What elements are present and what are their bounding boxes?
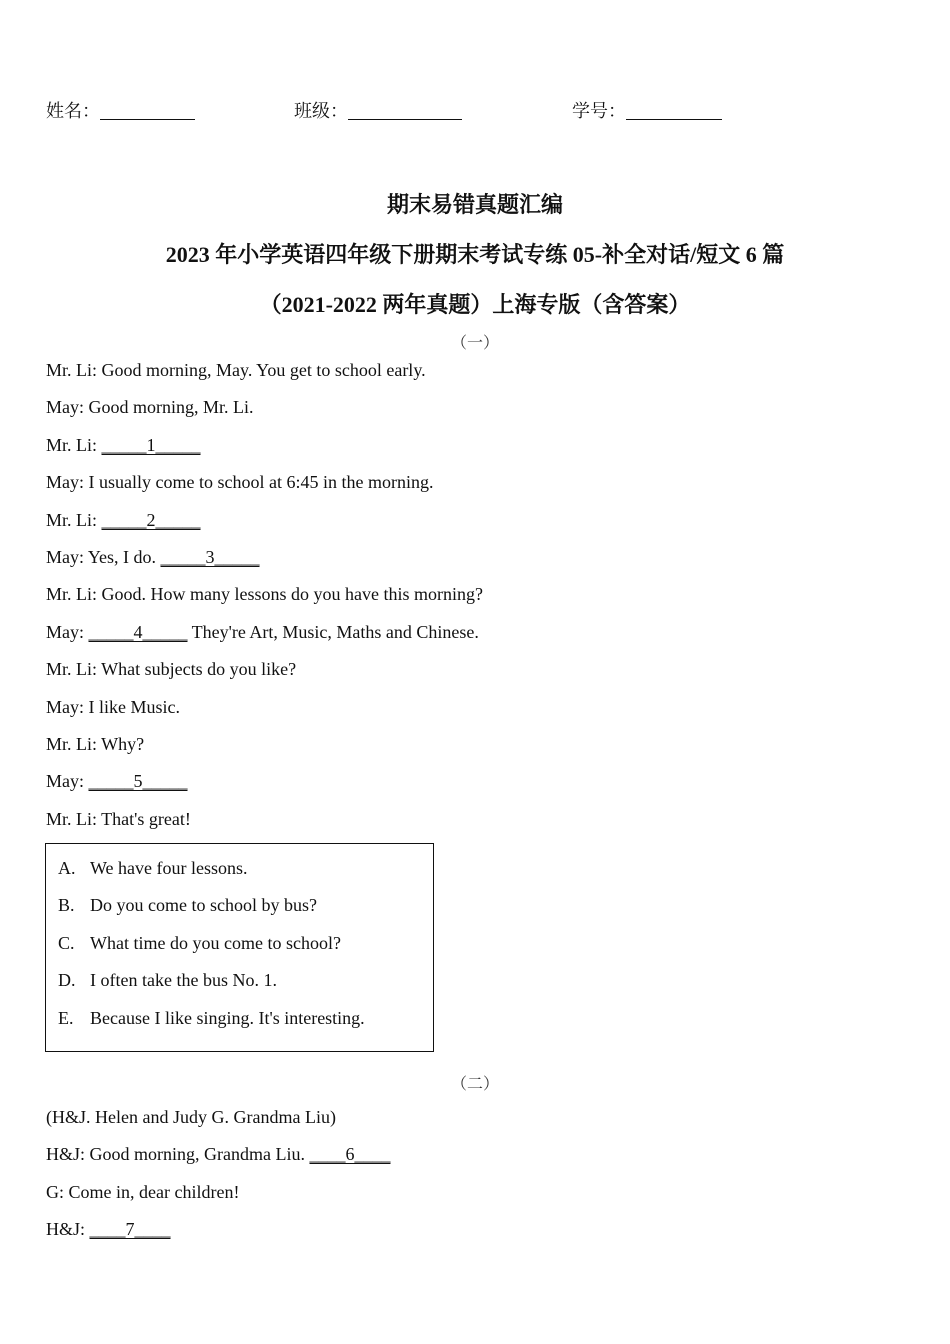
- dialogue-line: [46, 584, 483, 605]
- dialogue-line: [46, 1182, 239, 1203]
- line-text: G: Come in, dear children!: [46, 1181, 240, 1202]
- speaker-text: H&J:: [46, 1218, 90, 1239]
- line-text: (H&J. Helen and Judy G. Grandma Liu): [46, 1107, 336, 1127]
- speaker-text: Mr. Li:: [46, 509, 102, 530]
- dialogue-line: [46, 771, 188, 792]
- dialogue-line: [46, 622, 479, 643]
- dialogue-line: [46, 809, 191, 830]
- line-text: May: I like Music.: [46, 696, 180, 717]
- answer-blank[interactable]: _____2_____: [101, 509, 201, 530]
- speaker-text: May:: [46, 621, 89, 642]
- answer-blank[interactable]: _____1_____: [101, 434, 201, 455]
- option-item: [58, 858, 248, 879]
- id-label: 学号：: [572, 101, 626, 121]
- line-text: Mr. Li: That's great!: [46, 808, 191, 829]
- line-text: Mr. Li: Why?: [46, 734, 145, 754]
- option-item: [58, 933, 341, 954]
- line-text: May: Good morning, Mr. Li.: [46, 397, 254, 418]
- option-text: I often take the bus No. 1.: [90, 970, 277, 991]
- option-letter: C.: [58, 932, 75, 953]
- class-label: 班级：: [294, 101, 348, 121]
- dialogue-line: [46, 435, 201, 456]
- dialogue-line: [46, 397, 254, 418]
- name-blank[interactable]: [100, 101, 195, 120]
- name-field: [46, 97, 195, 123]
- dialogue-line: [46, 472, 433, 493]
- dialogue-line: [46, 697, 180, 718]
- option-text: Do you come to school by bus?: [90, 895, 317, 916]
- speaker-text: H&J: Good morning, Grandma Liu.: [46, 1144, 310, 1165]
- class-field: [294, 97, 462, 123]
- speaker-text: May:: [46, 771, 89, 792]
- dialogue-line: [46, 1107, 336, 1128]
- title-line-1: 期末易错真题汇编: [386, 192, 563, 217]
- line-text: Mr. Li: Good morning, May. You get to school early.: [46, 360, 426, 380]
- option-letter: E.: [58, 1007, 74, 1028]
- option-item: [58, 895, 317, 916]
- answer-blank[interactable]: ____6____: [309, 1144, 391, 1165]
- id-blank[interactable]: [626, 101, 722, 120]
- dialogue-line: [46, 659, 296, 680]
- answer-blank[interactable]: _____5_____: [88, 771, 188, 792]
- dialogue-line: [46, 360, 426, 381]
- section-heading-1: （一）: [450, 335, 499, 352]
- class-blank[interactable]: [348, 101, 462, 120]
- title-line-2: 2023 年小学英语四年级下册期末考试专练 05-补全对话/短文 6 篇: [165, 242, 785, 267]
- name-label: 姓名：: [46, 101, 100, 121]
- answer-blank[interactable]: _____3_____: [160, 547, 260, 567]
- options-box: [45, 843, 434, 1052]
- dialogue-line: [46, 547, 260, 568]
- option-item: [58, 970, 277, 991]
- line-text: May: I usually come to school at 6:45 in the morning.: [46, 472, 434, 493]
- dialogue-line: [46, 1144, 390, 1165]
- title-line-3: （2021-2022 两年真题）上海专版（含答案）: [259, 292, 691, 317]
- option-letter: D.: [58, 970, 76, 991]
- option-letter: B.: [58, 895, 75, 916]
- option-text: What time do you come to school?: [90, 932, 341, 953]
- option-letter: A.: [58, 858, 76, 878]
- speaker-text: May: Yes, I do.: [46, 547, 161, 567]
- option-text: We have four lessons.: [90, 858, 248, 878]
- speaker-text: Mr. Li:: [46, 434, 102, 455]
- id-field: [572, 97, 722, 123]
- dialogue-line: [46, 1219, 171, 1240]
- line-text: Mr. Li: What subjects do you like?: [46, 659, 297, 680]
- option-text: Because I like singing. It's interesting.: [90, 1007, 365, 1028]
- option-item: [58, 1008, 365, 1029]
- section-heading-2: （二）: [450, 1076, 499, 1093]
- answer-blank[interactable]: ____7____: [89, 1218, 171, 1239]
- line-text: Mr. Li: Good. How many lessons do you have this morning?: [46, 584, 483, 605]
- dialogue-line: [46, 734, 144, 755]
- dialogue-line: [46, 510, 201, 531]
- line-suffix: They're Art, Music, Maths and Chinese.: [187, 621, 479, 642]
- answer-blank[interactable]: _____4_____: [88, 621, 188, 642]
